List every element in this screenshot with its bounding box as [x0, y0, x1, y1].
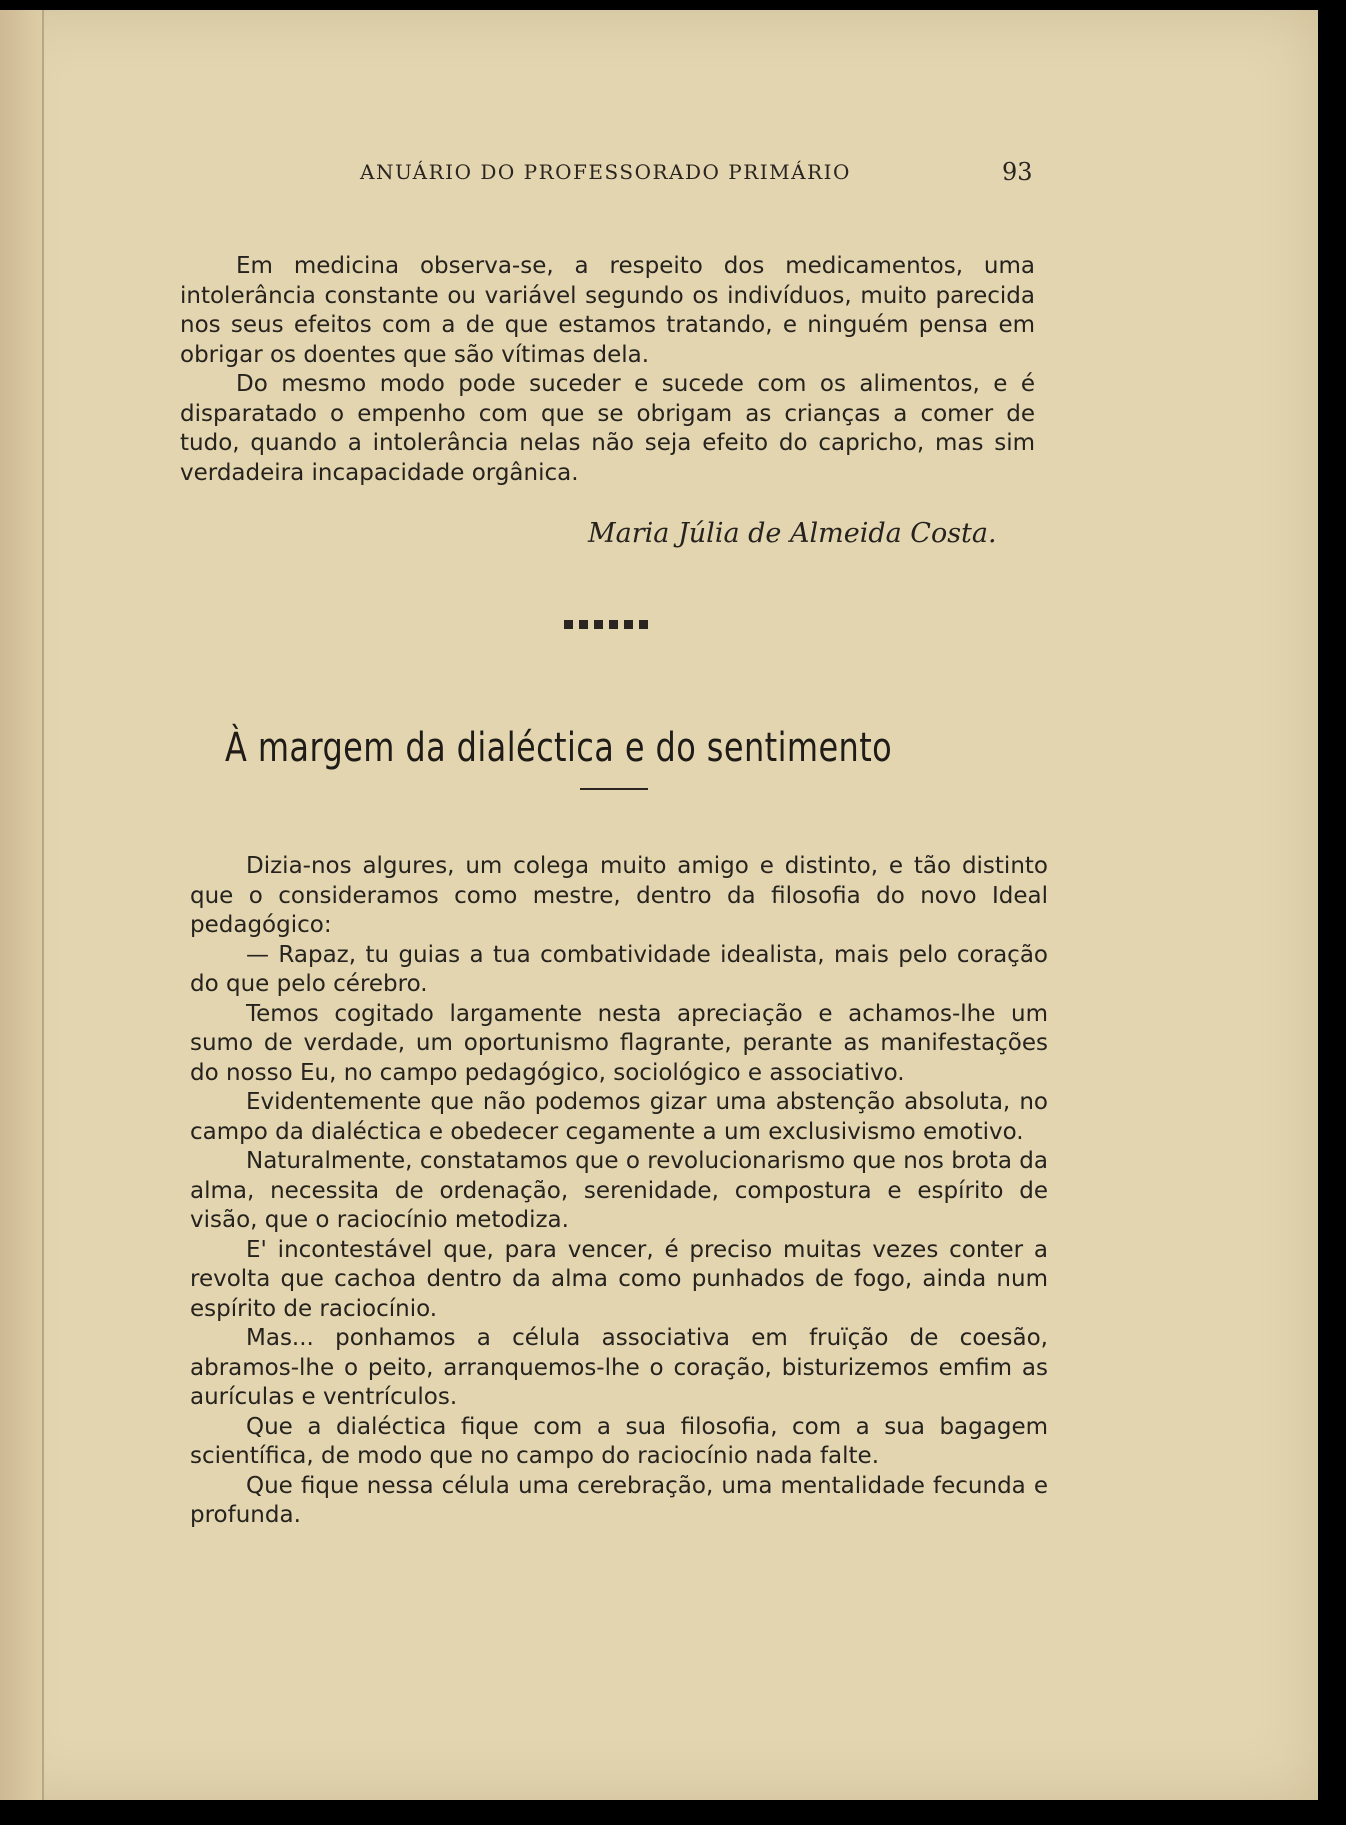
title-underline-rule — [580, 788, 648, 790]
article-2-paragraph: Que a dialéctica fique com a sua filosofia, com a sua bagagem scientífica, de modo que no campo do raciocínio nada falte. — [190, 1413, 1048, 1469]
ornament-square — [594, 620, 603, 629]
article-2-paragraph: Naturalmente, constatamos que o revolucionarismo que nos brota da alma, necessita de ordenação, serenidade, compostura e espírito de visão, que o raciocínio metodiza. — [190, 1148, 1048, 1233]
ornament-square — [609, 620, 618, 629]
article-2-paragraph: Mas... ponhamos a célula associativa em fruïção de coesão, abramos-lhe o peito, arranquemos-lhe o coração, bisturizemos emfim as aurículas e ventrículos. — [190, 1325, 1048, 1410]
running-head: ANUÁRIO DO PROFESSORADO PRIMÁRIO — [360, 160, 851, 184]
ornament-square — [564, 620, 573, 629]
book-page — [0, 10, 1318, 1800]
article-2-paragraph: Que fique nessa célula uma cerebração, uma mentalidade fecunda e profunda. — [190, 1472, 1048, 1528]
ornament-square — [579, 620, 588, 629]
article-2-body — [190, 852, 1048, 1531]
article-2-paragraph: Temos cogitado largamente nesta apreciação e achamos-lhe um sumo de verdade, um oportunismo flagrante, perante as manifestações do nosso Eu, no campo pedagógico, sociológico e associativo. — [190, 1000, 1048, 1086]
page-number: 93 — [1002, 158, 1033, 186]
author-signature: Maria Júlia de Almeida Costa. — [588, 518, 997, 549]
article-2-paragraph: Dizia-nos algures, um colega muito amigo e distinto, e tão distinto que o consideramos como mestre, dentro da filosofia do novo Ideal pedagógico: — [190, 853, 1048, 938]
article-2-title: À margem da dialéctica e do sentimento — [225, 724, 893, 771]
article-2-paragraph: E' incontestável que, para vencer, é preciso muitas vezes conter a revolta que cachoa dentro da alma como punhados de fogo, ainda num espírito de raciocínio. — [190, 1236, 1048, 1322]
page-binding-edge — [0, 10, 44, 1800]
ornament-square — [624, 620, 633, 629]
ornament-square — [639, 620, 648, 629]
section-divider-ornament — [564, 620, 648, 629]
article-1-paragraph: Em medicina observa-se, a respeito dos medicamentos, uma intolerância constante ou variável segundo os indivíduos, muito parecida nos seus efeitos com a de que estamos tratando, e ninguém pensa em obrigar os doentes que são vítimas dela. — [180, 253, 1035, 368]
article-2-paragraph: Evidentemente que não podemos gizar uma abstenção absoluta, no campo da dialéctica e obedecer cegamente a um exclusivismo emotivo. — [190, 1089, 1048, 1145]
article-2-paragraph: — Rapaz, tu guias a tua combatividade idealista, mais pelo coração do que pelo cérebro. — [190, 941, 1048, 997]
article-1-paragraph: Do mesmo modo pode suceder e sucede com os alimentos, e é disparatado o empenho com que se obrigam as crianças a comer de tudo, quando a intolerância nelas não seja efeito do capricho, mas sim verdadeira incapacidade orgânica. — [180, 371, 1035, 486]
article-1-body — [180, 252, 1035, 488]
